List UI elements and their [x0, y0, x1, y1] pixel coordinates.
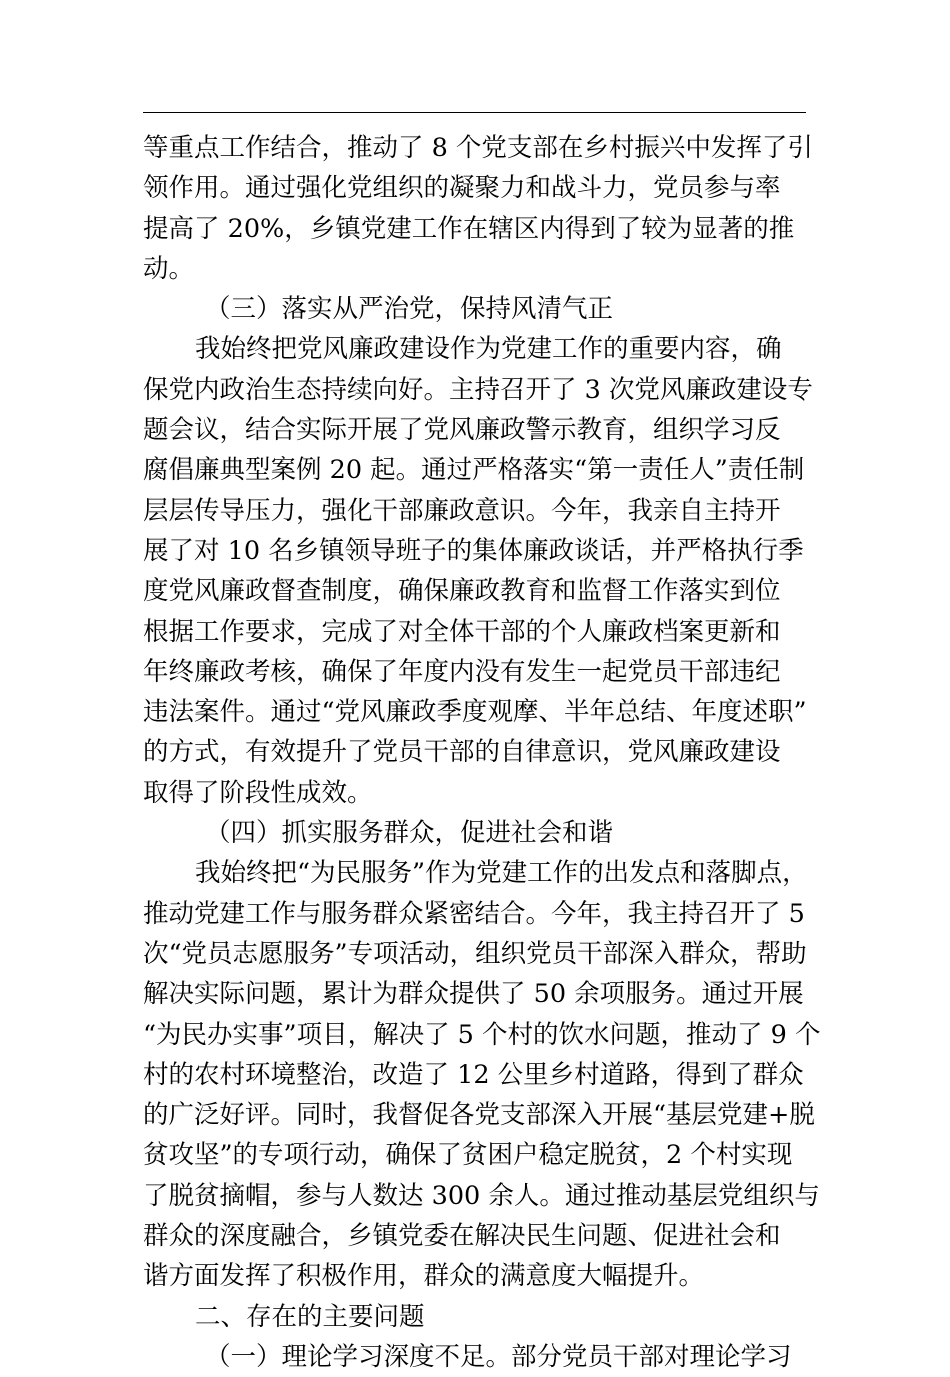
text-line: 贫攻坚”的专项行动，确保了贫困户稳定脱贫，2 个村实现: [143, 1140, 793, 1171]
text-line: 违法案件。通过“党风廉政季度观摩、半年总结、年度述职”: [143, 697, 807, 728]
header-rule: [143, 112, 806, 113]
text-line: 层层传导压力，强化干部廉政意识。今年，我亲自主持开: [143, 495, 781, 526]
text-line: 取得了阶段性成效。: [143, 777, 373, 808]
text-line: 的广泛好评。同时，我督促各党支部深入开展“基层党建+脱: [143, 1100, 815, 1131]
text-line: 腐倡廉典型案例 20 起。通过严格落实“第一责任人”责任制: [143, 455, 805, 486]
text-line: 了脱贫摘帽，参与人数达 300 余人。通过推动基层党组织与: [143, 1180, 820, 1211]
text-line: “为民办实事”项目，解决了 5 个村的饮水问题，推动了 9 个: [143, 1019, 821, 1050]
section-heading-4: （四）抓实服务群众，促进社会和谐: [205, 818, 614, 849]
text-line: 年终廉政考核，确保了年度内没有发生一起党员干部违纪: [143, 656, 781, 687]
text-line: （一）理论学习深度不足。部分党员干部对理论学习: [205, 1341, 792, 1372]
text-line: 度党风廉政督查制度，确保廉政教育和监督工作落实到位: [143, 576, 781, 607]
text-line: 题会议，结合实际开展了党风廉政警示教育，组织学习反: [143, 415, 781, 446]
text-line: 领作用。通过强化党组织的凝聚力和战斗力，党员参与率: [143, 173, 781, 204]
text-line: 推动党建工作与服务群众紧密结合。今年，我主持召开了 5: [143, 898, 805, 929]
text-line: 的方式，有效提升了党员干部的自律意识，党风廉政建设: [143, 737, 781, 768]
section-heading-3: （三）落实从严治党，保持风清气正: [205, 294, 614, 325]
text-line: 群众的深度融合，乡镇党委在解决民生问题、促进社会和: [143, 1221, 781, 1252]
text-line: 展了对 10 名乡镇领导班子的集体廉政谈话，并严格执行季: [143, 535, 804, 566]
text-line: 村的农村环境整治，改造了 12 公里乡村道路，得到了群众: [143, 1059, 804, 1090]
text-line: 提高了 20%，乡镇党建工作在辖区内得到了较为显著的推: [143, 213, 795, 244]
text-line: 次“党员志愿服务”专项活动，组织党员干部深入群众，帮助: [143, 938, 807, 969]
text-line: 我始终把党风廉政建设作为党建工作的重要内容，确: [195, 334, 782, 365]
text-line: 保党内政治生态持续向好。主持召开了 3 次党风廉政建设专: [143, 374, 813, 405]
section-heading-main: 二、存在的主要问题: [195, 1301, 425, 1332]
body-text: [143, 128, 821, 1377]
text-line: 解决实际问题，累计为群众提供了 50 余项服务。通过开展: [143, 979, 804, 1010]
text-line: 根据工作要求，完成了对全体干部的个人廉政档案更新和: [143, 616, 781, 647]
text-line: 谐方面发挥了积极作用，群众的满意度大幅提升。: [143, 1261, 705, 1292]
text-line: 动。: [143, 253, 195, 284]
text-line: 等重点工作结合，推动了 8 个党支部在乡村振兴中发挥了引: [143, 133, 813, 163]
text-line: 我始终把“为民服务”作为党建工作的出发点和落脚点，: [195, 858, 808, 889]
